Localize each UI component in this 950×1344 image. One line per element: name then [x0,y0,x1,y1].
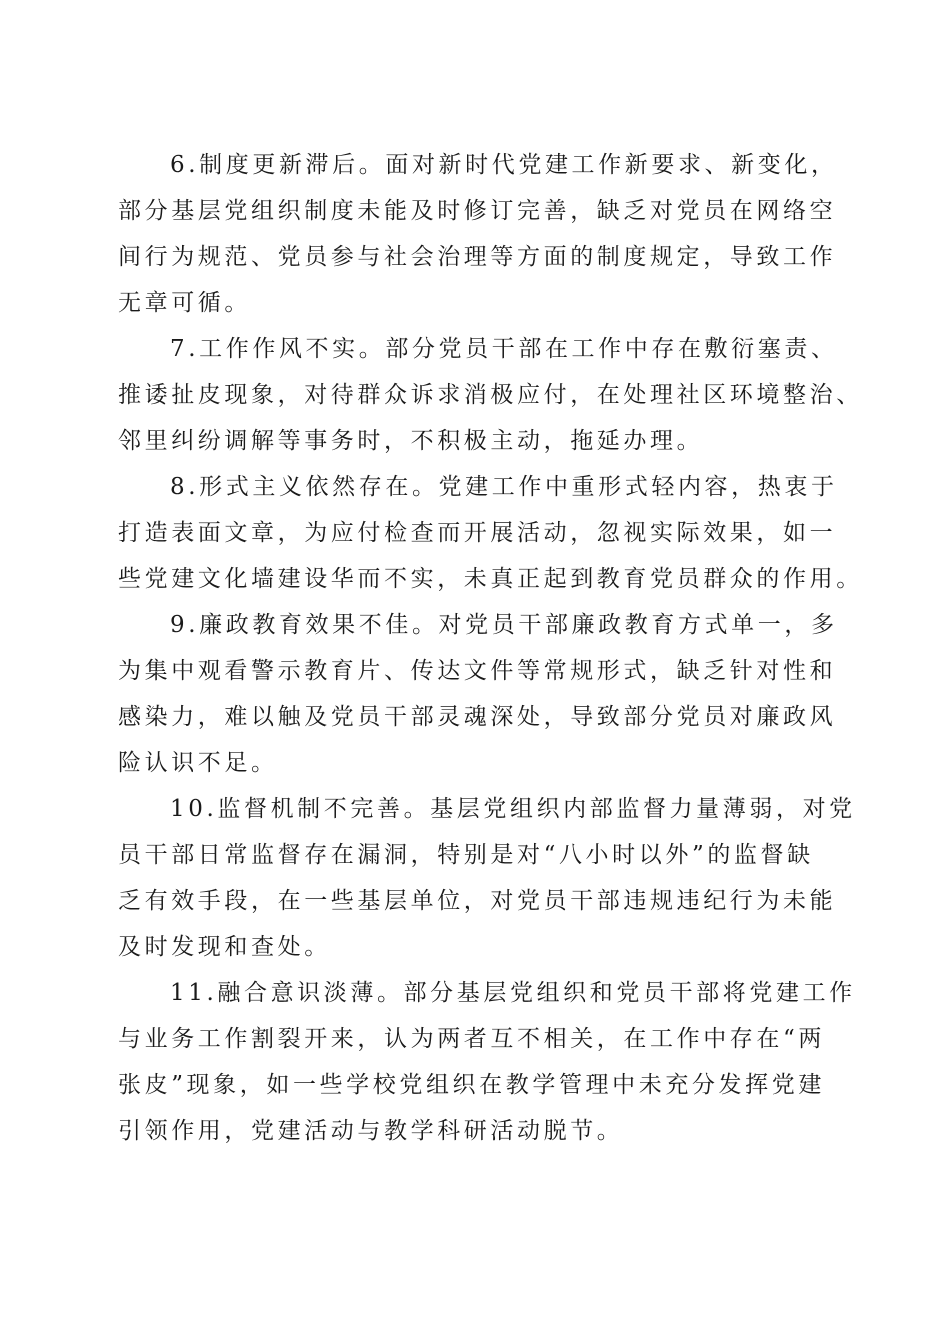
text-line: 7.工作作风不实。部分党员干部在工作中存在敷衍塞责、 [170,336,838,362]
paragraph-6 [118,142,838,326]
paragraph-9 [118,602,838,786]
text-line: 9.廉政教育效果不佳。对党员干部廉政教育方式单一，多 [170,612,838,638]
text-line: 8.形式主义依然存在。党建工作中重形式轻内容，热衷于 [170,474,838,500]
text-line: 推诿扯皮现象，对待群众诉求消极应付，在处理社区环境整治、 [118,382,863,408]
text-line: 无章可循。 [118,290,251,316]
text-line: 为集中观看警示教育片、传达文件等常规形式，缺乏针对性和 [118,658,837,684]
text-line: 6.制度更新滞后。面对新时代党建工作新要求、新变化， [170,152,838,178]
paragraph-11 [118,970,856,1154]
text-line: 10.监督机制不完善。基层党组织内部监督力量薄弱，对党 [170,796,856,822]
text-line: 张皮”现象，如一些学校党组织在教学管理中未充分发挥党建 [118,1072,825,1098]
text-line: 间行为规范、党员参与社会治理等方面的制度规定，导致工作 [118,244,837,270]
paragraph-8 [118,464,863,602]
text-line: 部分基层党组织制度未能及时修订完善，缺乏对党员在网络空 [118,198,837,224]
paragraph-7 [118,326,863,464]
text-line: 感染力，难以触及党员干部灵魂深处，导致部分党员对廉政风 [118,704,837,730]
text-line: 些党建文化墙建设华而不实，未真正起到教育党员群众的作用。 [118,566,863,592]
document-body [118,142,863,1154]
paragraph-10 [118,786,856,970]
text-line: 打造表面文章，为应付检查而开展活动，忽视实际效果，如一 [118,520,837,546]
text-line: 引领作用，党建活动与教学科研活动脱节。 [118,1118,624,1144]
text-line: 11.融合意识淡薄。部分基层党组织和党员干部将党建工作 [170,980,856,1006]
text-line: 与业务工作割裂开来，认为两者互不相关，在工作中存在“两 [118,1026,825,1052]
text-line: 险认识不足。 [118,750,278,776]
text-line: 邻里纠纷调解等事务时，不积极主动，拖延办理。 [118,428,704,454]
text-line: 乏有效手段，在一些基层单位，对党员干部违规违纪行为未能 [118,888,837,914]
text-line: 员干部日常监督存在漏洞，特别是对“八小时以外”的监督缺 [118,842,814,868]
text-line: 及时发现和查处。 [118,934,331,960]
